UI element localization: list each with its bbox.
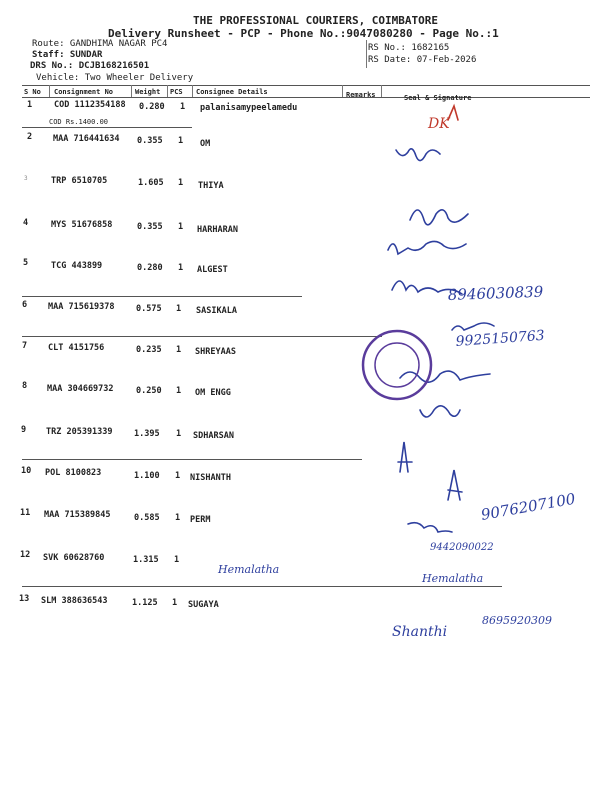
signature-scribble <box>452 323 494 330</box>
signature-scribble <box>398 442 412 472</box>
signature-scribble <box>448 470 462 500</box>
handwritten-name: Hemalatha <box>422 572 484 585</box>
row-pcs: 1 <box>178 136 184 146</box>
signature-scribble <box>410 210 468 225</box>
row-sno: 2 <box>27 132 33 142</box>
row-sno: 1 <box>27 100 33 110</box>
row-consignee: PERM <box>190 515 211 525</box>
row-sno: 3 <box>24 175 28 182</box>
row-pcs: 1 <box>176 304 182 314</box>
row-sno: 6 <box>22 300 28 310</box>
row-sno: 11 <box>20 508 31 518</box>
row-sno: 10 <box>21 466 32 476</box>
row-consignee: THIYA <box>198 181 224 191</box>
row-weight: 0.585 <box>134 513 160 523</box>
signature-scribble <box>396 149 440 161</box>
col-header-pcs: PCS <box>170 88 183 96</box>
handwritten-phone: 8946030839 <box>447 282 544 304</box>
row-pcs: 1 <box>175 471 181 481</box>
row-consignee: OM ENGG <box>195 388 231 398</box>
col-header-signature: Seal & Signature <box>404 94 472 102</box>
row-sno: 12 <box>20 550 31 560</box>
row-weight: 1.605 <box>138 178 164 188</box>
handwritten-name: Shanthi <box>392 624 448 640</box>
row-cod-note: COD Rs.1400.00 <box>49 118 109 126</box>
row-pcs: 1 <box>180 102 186 112</box>
row-consignee: SDHARSAN <box>193 431 234 441</box>
row-weight: 0.280 <box>137 263 163 273</box>
row-consignee: HARHARAN <box>197 225 238 235</box>
row-sno: 5 <box>23 258 29 268</box>
row-consignment: TRP 6510705 <box>51 176 108 186</box>
row-weight: 0.355 <box>137 136 163 146</box>
runsheet-subtitle: Delivery Runsheet - PCP - Phone No.:9047080280 - Page No.:1 <box>108 27 499 40</box>
signature-scribble <box>388 241 466 254</box>
handwritten-name: Hemalatha <box>218 563 280 576</box>
row-consignment: MYS 51676858 <box>51 220 113 230</box>
row-pcs: 1 <box>172 598 178 608</box>
handwritten-initial: DK <box>428 116 450 132</box>
handwritten-phone: 9076207100 <box>479 489 577 524</box>
row-sno: 8 <box>22 381 28 391</box>
col-header-consignee: Consignee Details <box>196 88 268 96</box>
row-consignee: NISHANTH <box>190 473 231 483</box>
row-pcs: 1 <box>176 386 182 396</box>
row-sno: 13 <box>19 594 30 604</box>
row-consignment: MAA 715619378 <box>48 302 115 312</box>
row-weight: 0.250 <box>136 386 162 396</box>
row-sno: 7 <box>22 341 28 351</box>
row-consignee: SHREYAAS <box>195 347 236 357</box>
row-consignment: MAA 304669732 <box>47 384 114 394</box>
company-title: THE PROFESSIONAL COURIERS, COIMBATORE <box>193 14 439 27</box>
signature-scribble <box>420 406 460 417</box>
row-consignee: palanisamypeelamedu <box>200 103 298 113</box>
row-weight: 0.280 <box>139 102 165 112</box>
row-pcs: 1 <box>178 222 184 232</box>
row-pcs: 1 <box>174 555 180 565</box>
row-weight: 1.100 <box>134 471 160 481</box>
row-weight: 0.575 <box>136 304 162 314</box>
row-weight: 1.125 <box>132 598 158 608</box>
row-pcs: 1 <box>176 345 182 355</box>
handwritten-phone: 9925150763 <box>455 327 546 350</box>
col-header-remarks: Remarks <box>346 91 376 99</box>
row-consignment: CLT 4151756 <box>48 343 105 353</box>
row-weight: 1.315 <box>133 555 159 565</box>
row-consignment: TRZ 205391339 <box>46 427 113 437</box>
row-consignee: ALGEST <box>197 265 228 275</box>
handwritten-phone: 9442090022 <box>430 542 494 553</box>
row-consignment: MAA 715389845 <box>44 510 111 520</box>
route-label: Route: GANDHIMA NAGAR PC4 <box>32 39 168 49</box>
row-consignment: POL 8100823 <box>45 468 102 478</box>
row-sno: 9 <box>21 425 27 435</box>
row-consignment: MAA 716441634 <box>53 134 120 144</box>
row-pcs: 1 <box>178 263 184 273</box>
seal-stamp <box>363 331 431 399</box>
row-pcs: 1 <box>178 178 184 188</box>
row-consignment: SLM 388636543 <box>41 596 108 606</box>
row-weight: 0.355 <box>137 222 163 232</box>
row-consignment: COD 1112354188 <box>54 100 126 110</box>
handwritten-phone: 8695920309 <box>482 614 552 627</box>
row-consignment: TCG 443899 <box>51 261 103 271</box>
col-header-consignment: Consignment No <box>54 88 114 96</box>
row-weight: 0.235 <box>136 345 162 355</box>
staff-label: Staff: SUNDAR <box>32 50 103 60</box>
drs-number: DRS No.: DCJB168216501 <box>30 61 150 71</box>
row-sno: 4 <box>23 218 29 228</box>
col-header-sno: S No <box>24 88 41 96</box>
col-header-weight: Weight <box>135 88 161 96</box>
row-consignee: OM <box>200 139 211 149</box>
row-consignment: SVK 60628760 <box>43 553 105 563</box>
row-consignee: SASIKALA <box>196 306 237 316</box>
signature-scribble <box>408 523 452 532</box>
row-pcs: 1 <box>176 429 182 439</box>
vehicle-label: Vehicle: Two Wheeler Delivery <box>36 73 194 83</box>
row-weight: 1.395 <box>134 429 160 439</box>
row-pcs: 1 <box>175 513 181 523</box>
rs-date: RS Date: 07-Feb-2026 <box>368 55 477 65</box>
row-consignee: SUGAYA <box>188 600 219 610</box>
rs-number: RS No.: 1682165 <box>368 43 450 53</box>
